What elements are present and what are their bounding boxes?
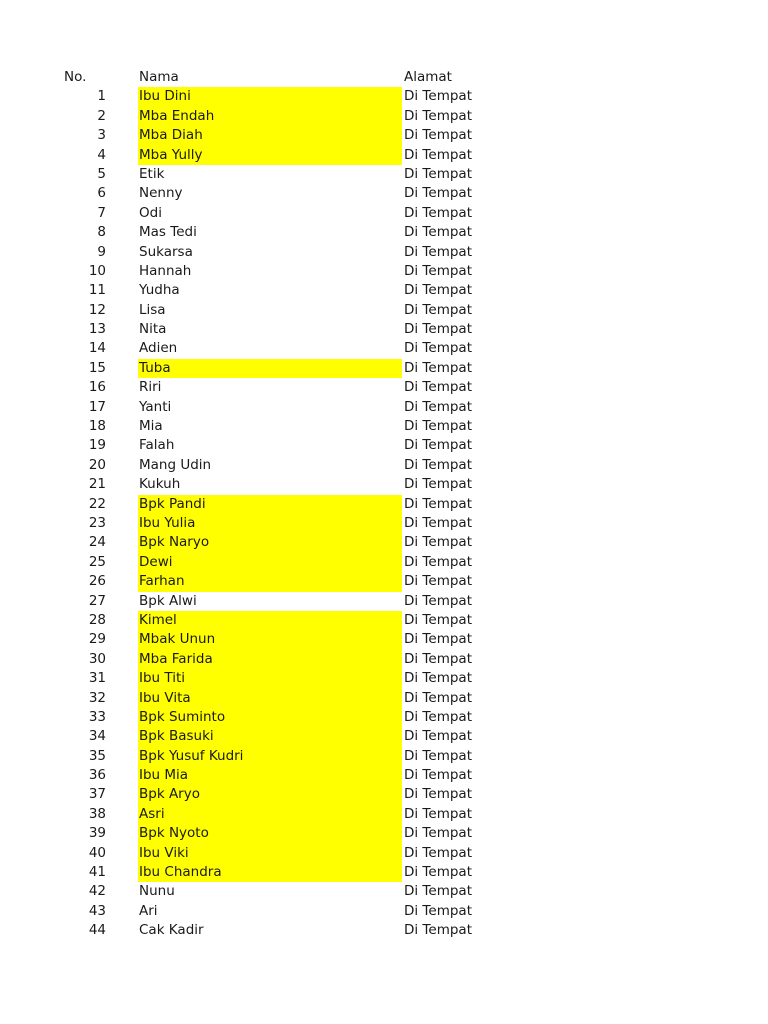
table-row [0,630,768,649]
table-row [0,87,768,106]
table-row [0,184,768,203]
row-name: Tuba [138,359,402,378]
row-number: 20 [88,456,106,473]
table-row [0,417,768,436]
row-address: Di Tempat [404,243,472,260]
row-address: Di Tempat [404,592,472,609]
row-address: Di Tempat [404,398,472,415]
row-number: 33 [88,708,106,725]
table-row [0,514,768,533]
row-number: 28 [88,611,106,628]
row-number: 32 [88,689,106,706]
header-address: Alamat [404,69,452,85]
row-name: Mba Farida [138,650,402,669]
row-number: 14 [88,340,106,357]
row-number: 23 [88,514,106,531]
row-address: Di Tempat [404,165,472,182]
row-number: 4 [97,146,106,163]
row-name: Falah [139,437,175,454]
row-name: Ibu Yulia [138,514,402,533]
row-number: 26 [88,573,106,590]
row-number: 11 [88,282,106,299]
table-row [0,359,768,378]
table-row [0,611,768,630]
row-address: Di Tempat [404,127,472,144]
row-name: Mba Diah [138,126,402,145]
table-row [0,223,768,242]
row-name: Bpk Naryo [138,533,402,552]
row-address: Di Tempat [404,262,472,279]
row-name: Mia [139,418,163,435]
row-address: Di Tempat [404,708,472,725]
row-number: 15 [88,359,106,376]
row-address: Di Tempat [404,476,472,493]
row-name: Nunu [139,883,175,900]
row-address: Di Tempat [404,224,472,241]
row-address: Di Tempat [404,534,472,551]
table-row [0,689,768,708]
row-address: Di Tempat [404,553,472,570]
row-number: 2 [97,107,106,124]
row-address: Di Tempat [404,611,472,628]
table-row [0,824,768,843]
row-name: Ibu Chandra [138,863,402,882]
row-name: Yanti [139,398,172,415]
row-address: Di Tempat [404,418,472,435]
row-number: 40 [88,844,106,861]
row-number: 21 [88,476,106,493]
table-row [0,107,768,126]
row-name: Mas Tedi [139,224,197,241]
row-name: Nenny [139,185,183,202]
row-address: Di Tempat [404,902,472,919]
row-name: Ari [139,902,158,919]
table-row [0,533,768,552]
row-number: 10 [88,262,106,279]
row-address: Di Tempat [404,805,472,822]
table-row [0,766,768,785]
table-row [0,398,768,417]
table-row [0,669,768,688]
row-address: Di Tempat [404,88,472,105]
row-number: 36 [88,767,106,784]
row-name: Bpk Alwi [139,592,197,609]
row-name: Yudha [139,282,180,299]
row-number: 42 [88,883,106,900]
row-number: 17 [88,398,106,415]
table-row [0,456,768,475]
row-number: 7 [97,204,106,221]
row-name: Hannah [139,262,192,279]
header-no: No. [64,69,87,85]
row-address: Di Tempat [404,689,472,706]
table-row [0,747,768,766]
row-number: 44 [88,922,106,939]
row-number: 1 [97,88,106,105]
table-row [0,863,768,882]
row-name: Farhan [138,572,402,591]
row-address: Di Tempat [404,883,472,900]
table-row [0,592,768,611]
row-name: Bpk Suminto [138,708,402,727]
row-address: Di Tempat [404,107,472,124]
row-number: 8 [97,224,106,241]
row-address: Di Tempat [404,786,472,803]
table-row [0,921,768,940]
table-row [0,882,768,901]
row-number: 13 [88,321,106,338]
row-number: 25 [88,553,106,570]
row-name: Mba Yully [138,146,402,165]
table-row [0,262,768,281]
row-name: Ibu Titi [138,669,402,688]
table-body [0,87,768,940]
header-name: Nama [139,69,179,85]
row-address: Di Tempat [404,321,472,338]
table-row [0,165,768,184]
row-name: Asri [138,805,402,824]
row-address: Di Tempat [404,204,472,221]
row-address: Di Tempat [404,573,472,590]
row-number: 22 [88,495,106,512]
row-address: Di Tempat [404,650,472,667]
table-row [0,339,768,358]
header-row [0,68,768,87]
table-row [0,475,768,494]
row-address: Di Tempat [404,495,472,512]
row-address: Di Tempat [404,747,472,764]
table-row [0,495,768,514]
row-address: Di Tempat [404,146,472,163]
row-name: Kimel [138,611,402,630]
row-address: Di Tempat [404,922,472,939]
row-number: 38 [88,805,106,822]
row-number: 31 [88,670,106,687]
row-name: Bpk Nyoto [138,824,402,843]
row-number: 27 [88,592,106,609]
row-address: Di Tempat [404,301,472,318]
row-name: Bpk Basuki [138,727,402,746]
row-number: 19 [88,437,106,454]
row-number: 5 [97,165,106,182]
row-address: Di Tempat [404,864,472,881]
row-address: Di Tempat [404,670,472,687]
row-name: Bpk Yusuf Kudri [138,747,402,766]
row-name: Etik [139,165,165,182]
row-number: 9 [97,243,106,260]
table-row [0,146,768,165]
table-row [0,126,768,145]
row-number: 41 [88,864,106,881]
table-row [0,650,768,669]
row-name: Adien [139,340,178,357]
guest-list-sheet [0,68,768,941]
row-name: Lisa [139,301,166,318]
row-address: Di Tempat [404,340,472,357]
row-name: Sukarsa [139,243,193,260]
row-number: 12 [88,301,106,318]
row-name: Mbak Unun [138,630,402,649]
row-name: Cak Kadir [139,922,204,939]
table-row [0,727,768,746]
table-row [0,320,768,339]
row-address: Di Tempat [404,844,472,861]
row-address: Di Tempat [404,631,472,648]
table-row [0,805,768,824]
row-address: Di Tempat [404,379,472,396]
row-number: 43 [88,902,106,919]
row-name: Nita [139,321,167,338]
row-address: Di Tempat [404,437,472,454]
row-address: Di Tempat [404,514,472,531]
row-name: Mba Endah [138,107,402,126]
table-row [0,243,768,262]
row-address: Di Tempat [404,767,472,784]
table-row [0,553,768,572]
table-row [0,708,768,727]
row-address: Di Tempat [404,456,472,473]
row-name: Mang Udin [139,456,212,473]
row-address: Di Tempat [404,185,472,202]
table-row [0,902,768,921]
row-address: Di Tempat [404,359,472,376]
row-name: Ibu Vita [138,689,402,708]
table-row [0,204,768,223]
row-name: Ibu Mia [138,766,402,785]
row-number: 34 [88,728,106,745]
row-number: 24 [88,534,106,551]
row-number: 35 [88,747,106,764]
table-row [0,378,768,397]
row-address: Di Tempat [404,825,472,842]
row-name: Ibu Viki [138,844,402,863]
row-address: Di Tempat [404,282,472,299]
row-name: Odi [139,204,162,221]
row-name: Ibu Dini [138,87,402,106]
row-name: Bpk Aryo [138,785,402,804]
row-address: Di Tempat [404,728,472,745]
row-name: Dewi [138,553,402,572]
row-number: 6 [97,185,106,202]
row-number: 29 [88,631,106,648]
table-row [0,301,768,320]
table-row [0,785,768,804]
row-number: 3 [97,127,106,144]
table-row [0,844,768,863]
row-number: 18 [88,418,106,435]
row-name: Kukuh [139,476,181,493]
table-row [0,281,768,300]
row-name: Bpk Pandi [138,495,402,514]
row-number: 39 [88,825,106,842]
row-number: 16 [88,379,106,396]
row-name: Riri [139,379,162,396]
table-row [0,572,768,591]
table-row [0,436,768,455]
row-number: 37 [88,786,106,803]
row-number: 30 [88,650,106,667]
